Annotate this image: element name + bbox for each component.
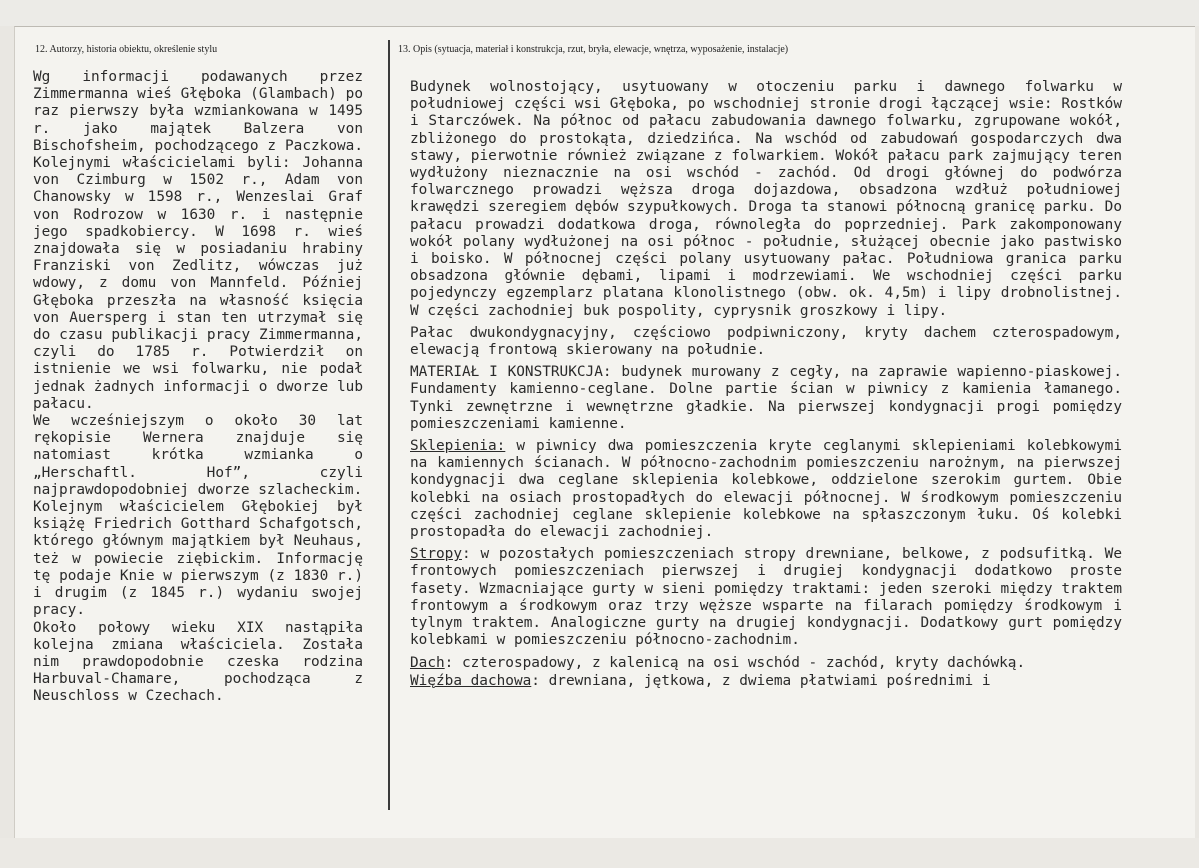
history-column <box>33 69 363 706</box>
vaults-label: Sklepienia: <box>410 438 506 455</box>
vaults-section <box>410 438 1122 541</box>
history-paragraph-3: Kolejnym właścicielem Głębokiej był książę Friedrich Gotthard Schafgotsch, którego głównym majątkiem był Neuhaus, też w powiecie ziębickim. Informację tę podaje Knie w pierwszym (z 1830 r.) i drugim (z 1845 r.) wydaniu swojej pracy. <box>33 499 363 619</box>
history-paragraph-2: We wcześniejszym o około 30 lat rękopisie Wernera znajduje się natomiast krótka wzmianka o „Herschaftl. Hof”, czyli najprawdopodobniej dworze szlacheckim. <box>33 413 363 498</box>
ceilings-section <box>410 546 1122 649</box>
roof-text: : czterospadowy, z kalenicą na osi wschód - zachód, kryty dachówką. <box>444 654 1026 671</box>
ceilings-label: Stropy <box>410 546 462 563</box>
scan-top-margin <box>0 0 1199 26</box>
description-column <box>410 79 1122 691</box>
section-13-header: 13. Opis (sytuacja, materiał i konstrukcja, rzut, bryła, elewacje, wnętrza, wyposażenie, instalacje) <box>398 44 789 55</box>
history-paragraph-4: Około połowy wieku XIX nastąpiła kolejna zmiana właściciela. Została nim prawdopodobnie czeska rodzina Harbuval-Chamare, pochodząca z Neuschloss w Czechach. <box>33 619 363 705</box>
material-construction: MATERIAŁ I KONSTRUKCJA: budynek murowany z cegły, na zaprawie wapienno-piaskowej. Fundamenty kamienno-ceglane. Dolne partie ścian w piwnicy z kamienia łamanego. Tynki zewnętrzne i wewnętrzne gładkie. Na pierwszej kondygnacji progi pomiędzy pomieszczeniami kamienne. <box>410 364 1122 432</box>
roof-label: Dach <box>410 654 445 671</box>
history-paragraph-1: Wg informacji podawanych przez Zimmermanna wieś Głęboka (Glambach) po raz pierwszy była wzmiankowana w 1495 r. jako majątek Balzera von Bischofsheim, pochodzącego z Paczkowa. Kolejnymi właścicielami byli: Johanna von Czimburg w 1502 r., Adam von Chanowsky w 1598 r., Wenzeslai Graf von Rodrozow w 1630 r. i następnie jego spadkobiercy. W 1698 r. wieś znajdowała się w posiadaniu hrabiny Franziski von Zedlitz, wówczas już wdowy, z domu von Mannfeld. Później Głęboka przeszła na własność księcia von Auersperg i stan ten utrzymał się do czasu publikacji pracy Zimmermanna, czyli do 1785 r. Potwierdził on istnienie we wsi folwarku, nie podał jednak żadnych informacji o dworze lub pałacu. <box>33 69 363 412</box>
vaults-text: w piwnicy dwa pomieszczenia kryte ceglanymi sklepieniami kolebkowymi na kamiennych ścianach. W północno-zachodnim pomieszczeniu narożnym, na pierwszej kondygnacji dwa ceglane sklepienia kolebkowe, oddzielone szerokim gurtem. Obie kolebki na osiach prostopadłych do elewacji północnej. W środkowym pomieszczeniu części zachodniej ceglane sklepienie kolebkowe na spłaszczonym łuku. Oś kolebki prostopadła do elewacji zachodniej. <box>410 438 1122 541</box>
section-12-header: 12. Autorzy, historia obiektu, określenie stylu <box>35 44 218 55</box>
building-form: Pałac dwukondygnacyjny, częściowo podpiwniczony, kryty dachem czterospadowym, elewacją frontową skierowany na południe. <box>410 324 1122 359</box>
roof-truss-label: Więźba dachowa <box>410 672 532 689</box>
roof-truss-section <box>410 673 1122 690</box>
scan-bottom-margin <box>0 838 1199 868</box>
site-description: Budynek wolnostojący, usytuowany w otoczeniu parku i dawnego folwarku w południowej części wsi Głęboka, po wschodniej stronie drogi łączącej wsie: Rostków i Starczówek. Na północ od pałacu zabudowania dawnego folwarku, zgrupowane wokół, zbliżonego do prostokąta, dziedzińca. Na wschód od zabudowań gospodarczych dwa stawy, pierwotnie również związane z folwarkiem. Wokół pałacu park zajmujący teren wydłużony nieznacznie na osi wschód - zachód. Od drogi głównej do podwórza folwarcznego prowadzi węższa droga dojazdowa, obsadzona wzdłuż południowej krawędzi szeregiem dębów szypułkowych. Droga ta stanowi północną granicę parku. Do pałacu prowadzi dodatkowa droga, równoległa do poprzedniej. Park zakomponowany wokół polany wydłużonej na osi północ - południe, służącej obecnie jako pastwisko i boisko. W północnej części polany usytuowany pałac. Południowa granica parku obsadzona głównie dębami, lipami i modrzewiami. We wschodniej części parku pojedynczy egzemplarz platana klonolistnego (obw. ok. 4,5m) i lipy drobnolistnej. W części zachodniej buk pospolity, cyprysnik groszkowy i lipy. <box>410 79 1122 319</box>
ceilings-text: : w pozostałych pomieszczeniach stropy drewniane, belkowe, z podsufitką. We frontowych pomieszczeniach pierwszej i drugiej kondygnacji dodatkowo proste fasety. Wzmacniające gurty w sieni pomiędzy traktami: jeden szeroki między traktem frontowym a środkowym oraz trzy węższe wsparte na filarach pomiędzy środkowym i tylnym traktem. Analogiczne gurty na drugiej kondygnacji. Dodatkowy gurt pomiędzy kolebkami w pomieszczeniu północno-zachodnim. <box>410 546 1122 649</box>
roof-truss-text: : drewniana, jętkowa, z dwiema płatwiami pośrednimi i <box>531 672 991 689</box>
column-divider <box>388 40 390 810</box>
roof-section <box>410 655 1122 672</box>
